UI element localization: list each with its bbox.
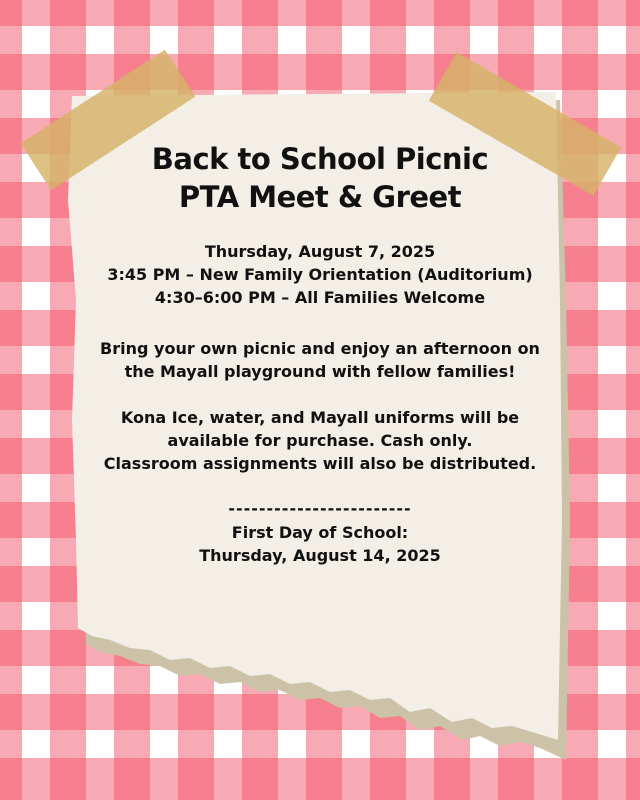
- purchase-line-2: available for purchase. Cash only.: [167, 431, 473, 450]
- purchase-line-1: Kona Ice, water, and Mayall uniforms will be: [120, 408, 520, 427]
- title-line-1: Back to School Picnic: [151, 142, 489, 176]
- dashed-divider: ------------------------: [228, 499, 412, 518]
- orientation-time: 3:45 PM – New Family Orientation (Auditorium): [107, 265, 533, 284]
- purchase-line-3: Classroom assignments will also be distributed.: [103, 454, 537, 473]
- picnic-invitation: [90, 337, 550, 383]
- purchase-info: [90, 406, 550, 475]
- flyer-content: [90, 140, 550, 567]
- first-day-section: [90, 521, 550, 567]
- invitation-line-2: the Mayall playground with fellow families!: [124, 362, 516, 381]
- title-line-2: PTA Meet & Greet: [178, 180, 462, 214]
- first-day-date: Thursday, August 14, 2025: [199, 546, 441, 565]
- first-day-label: First Day of School:: [231, 523, 409, 542]
- event-date: Thursday, August 7, 2025: [204, 242, 436, 261]
- families-welcome-time: 4:30–6:00 PM – All Families Welcome: [154, 288, 486, 307]
- invitation-line-1: Bring your own picnic and enjoy an afternoon on: [100, 339, 540, 358]
- flyer-title: [90, 140, 550, 216]
- event-schedule: [90, 240, 550, 309]
